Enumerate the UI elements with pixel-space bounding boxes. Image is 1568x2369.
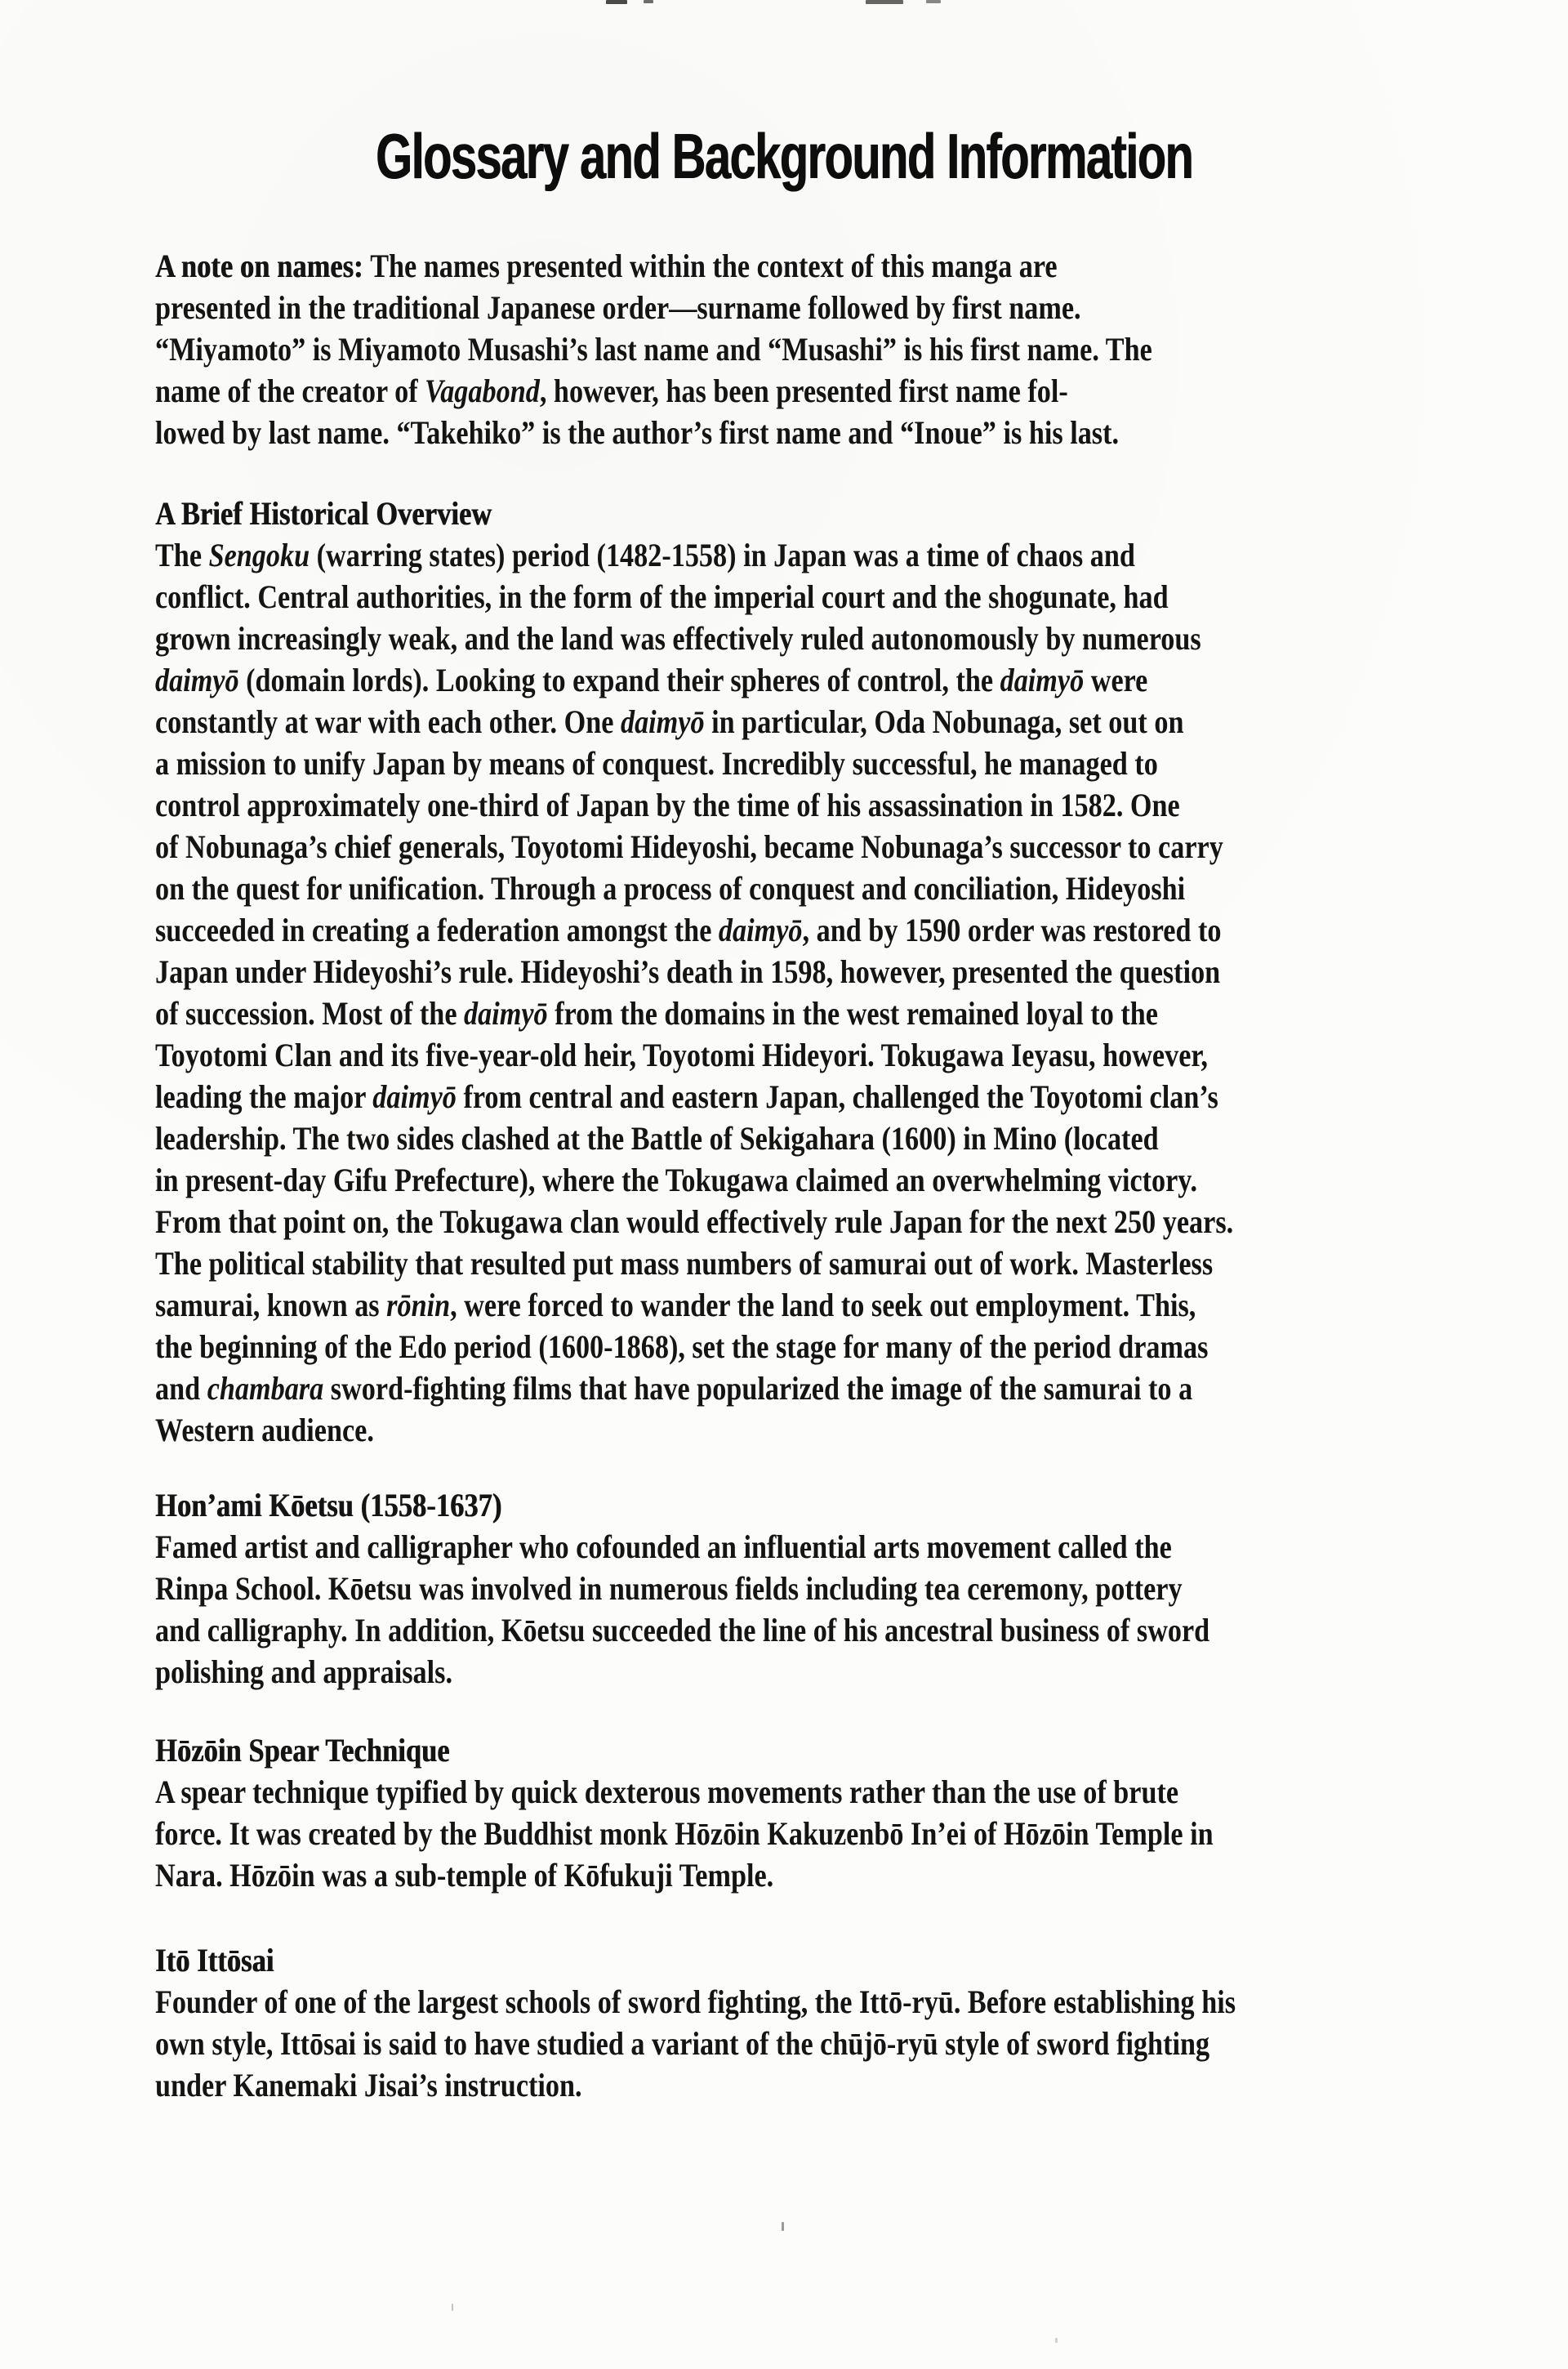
text-segment: succeeded in creating a federation amongst the (155, 912, 719, 948)
text-line (155, 1242, 1426, 1284)
text-line (155, 328, 1426, 370)
text-segment: leadership. The two sides clashed at the Battle of Sekigahara (1600) in Mino (located (155, 1120, 1159, 1157)
text-segment: sword-fighting films that have popularized the image of the samurai to a (323, 1370, 1193, 1407)
text-line (155, 1813, 1426, 1854)
note-on-names-paragraph (155, 245, 1426, 453)
body-ito-ittosai (155, 1981, 1426, 2106)
text-line (155, 618, 1426, 659)
text-line (155, 826, 1426, 868)
italic-term: daimyō (464, 995, 548, 1032)
text-segment: The political stability that resulted put mass numbers of samurai out of work. Masterless (155, 1245, 1214, 1282)
text-line (155, 1159, 1426, 1201)
italic-term: daimyō (155, 662, 239, 698)
text-segment: leading the major (155, 1078, 373, 1115)
text-segment: From that point on, the Tokugawa clan would effectively rule Japan for the next 250 years. (155, 1203, 1234, 1240)
text-segment: were (1084, 662, 1148, 698)
text-line (155, 1651, 1426, 1693)
text-segment: and calligraphy. In addition, Kōetsu succeeded the line of his ancestral business of sword (155, 1612, 1210, 1648)
text-segment: Japan under Hideyoshi’s rule. Hideyoshi’s death in 1598, however, presented the question (155, 953, 1221, 990)
text-line (155, 1118, 1426, 1159)
text-segment: Rinpa School. Kōetsu was involved in numerous fields including tea ceremony, pottery (155, 1570, 1183, 1607)
text-segment: samurai, known as (155, 1287, 387, 1323)
italic-term: chambara (207, 1370, 324, 1407)
text-line (155, 1284, 1426, 1326)
body-historical-overview (155, 534, 1426, 1451)
text-segment: constantly at war with each other. One (155, 703, 621, 740)
text-line (155, 1409, 1426, 1451)
text-segment: conflict. Central authorities, in the form of the imperial court and the shogunate, had (155, 578, 1169, 615)
text-line (155, 659, 1426, 701)
text-segment: , however, has been presented first name fol- (539, 373, 1068, 409)
section-honami-koetsu (155, 1484, 1426, 1693)
text-segment: presented in the traditional Japanese order—surname followed by first name. (155, 289, 1081, 326)
heading-historical-overview: A Brief Historical Overview (155, 495, 492, 532)
heading-honami-koetsu: Hon’ami Kōetsu (1558-1637) (155, 1487, 502, 1524)
text-segment: (warring states) period (1482-1558) in Japan was a time of chaos and (310, 537, 1135, 573)
text-line (155, 1981, 1426, 2023)
text-line (155, 2064, 1426, 2106)
text-line (155, 1771, 1426, 1813)
italic-term: daimyō (372, 1078, 457, 1115)
text-line (155, 370, 1426, 412)
text-line (155, 701, 1426, 743)
text-line (155, 743, 1426, 784)
scan-artifact (452, 2304, 453, 2311)
italic-term: rōnin (386, 1287, 451, 1323)
text-segment: (domain lords). Looking to expand their spheres of control, the (238, 662, 1000, 698)
bold-lead-in: A note on names: (155, 248, 371, 284)
text-segment: under Kanemaki Jisai’s instruction. (155, 2067, 582, 2104)
text-line (155, 951, 1426, 993)
text-line (155, 245, 1426, 287)
text-segment: The (155, 537, 209, 573)
text-segment: Western audience. (155, 1412, 374, 1448)
text-line (155, 1568, 1426, 1609)
text-segment: lowed by last name. “Takehiko” is the author’s first name and “Inoue” is his last. (155, 414, 1120, 451)
text-line (155, 412, 1426, 453)
text-segment: Founder of one of the largest schools of sword fighting, the Ittō-ryū. Before establishing his (155, 1983, 1236, 2020)
body-honami-koetsu (155, 1526, 1426, 1693)
text-line (155, 1076, 1426, 1118)
text-line (155, 1854, 1426, 1896)
text-line (155, 1326, 1426, 1367)
text-segment: in present-day Gifu Prefecture), where the Tokugawa claimed an overwhelming victory. (155, 1162, 1198, 1198)
text-segment: the beginning of the Edo period (1600-1868), set the stage for many of the period dramas (155, 1328, 1209, 1365)
text-line (155, 784, 1426, 826)
text-segment: and (155, 1370, 207, 1407)
text-segment: a mission to unify Japan by means of conquest. Incredibly successful, he managed to (155, 745, 1158, 782)
section-historical-overview (155, 493, 1426, 1451)
text-segment: own style, Ittōsai is said to have studied a variant of the chūjō-ryū style of sword fighting (155, 2025, 1210, 2062)
heading-ito-ittosai: Itō Ittōsai (155, 1942, 274, 1979)
text-line (155, 576, 1426, 618)
italic-term: Sengoku (208, 537, 310, 573)
text-segment: control approximately one-third of Japan by the time of his assassination in 1582. One (155, 787, 1180, 823)
text-segment: Famed artist and calligrapher who cofounded an influential arts movement called the (155, 1528, 1172, 1565)
scan-artifact (1055, 2338, 1058, 2343)
italic-term: daimyō (718, 912, 803, 948)
text-segment: Toyotomi Clan and its five-year-old heir, Toyotomi Hideyori. Tokugawa Ieyasu, however, (155, 1037, 1208, 1073)
heading-hozoin-spear-technique: Hōzōin Spear Technique (155, 1732, 450, 1769)
text-line (155, 2023, 1426, 2064)
text-line (155, 1609, 1426, 1651)
italic-term: Vagabond (425, 373, 540, 409)
text-segment: force. It was created by the Buddhist monk Hōzōin Kakuzenbō In’ei of Hōzōin Temple in (155, 1815, 1214, 1852)
text-segment: grown increasingly weak, and the land was effectively ruled autonomously by numerous (155, 620, 1201, 657)
text-segment: Nara. Hōzōin was a sub-temple of Kōfukuji Temple. (155, 1857, 774, 1894)
text-line (155, 1367, 1426, 1409)
text-segment: name of the creator of (155, 373, 425, 409)
section-hozoin-spear-technique (155, 1729, 1426, 1896)
text-line (155, 287, 1426, 328)
body-hozoin-spear-technique (155, 1771, 1426, 1896)
text-line (155, 1201, 1426, 1242)
text-segment: “Miyamoto” is Miyamoto Musashi’s last name and “Musashi” is his first name. The (155, 331, 1152, 368)
italic-term: daimyō (620, 703, 705, 740)
section-ito-ittosai (155, 1939, 1426, 2106)
text-segment: polishing and appraisals. (155, 1653, 453, 1690)
text-segment: of succession. Most of the (155, 995, 465, 1032)
scan-artifact (782, 2222, 784, 2231)
text-line (155, 1034, 1426, 1076)
text-line (155, 868, 1426, 909)
italic-term: daimyō (1000, 662, 1085, 698)
text-segment: , and by 1590 order was restored to (802, 912, 1222, 948)
text-segment: in particular, Oda Nobunaga, set out on (704, 703, 1184, 740)
text-segment: on the quest for unification. Through a process of conquest and conciliation, Hideyoshi (155, 870, 1186, 907)
text-line (155, 1526, 1426, 1568)
text-column (155, 0, 1426, 2106)
page-title: Glossary and Background Information (375, 120, 1193, 192)
text-line (155, 993, 1426, 1034)
text-segment: A spear technique typified by quick dexterous movements rather than the use of brute (155, 1773, 1179, 1810)
text-line (155, 534, 1426, 576)
text-segment: The names presented within the context of this manga are (370, 248, 1058, 284)
text-line (155, 909, 1426, 951)
text-segment: , were forced to wander the land to seek out employment. This, (450, 1287, 1196, 1323)
text-segment: of Nobunaga’s chief generals, Toyotomi Hideyoshi, became Nobunaga’s successor to carry (155, 828, 1223, 865)
text-segment: from central and eastern Japan, challenged the Toyotomi clan’s (456, 1078, 1218, 1115)
text-segment: from the domains in the west remained loyal to the (547, 995, 1158, 1032)
